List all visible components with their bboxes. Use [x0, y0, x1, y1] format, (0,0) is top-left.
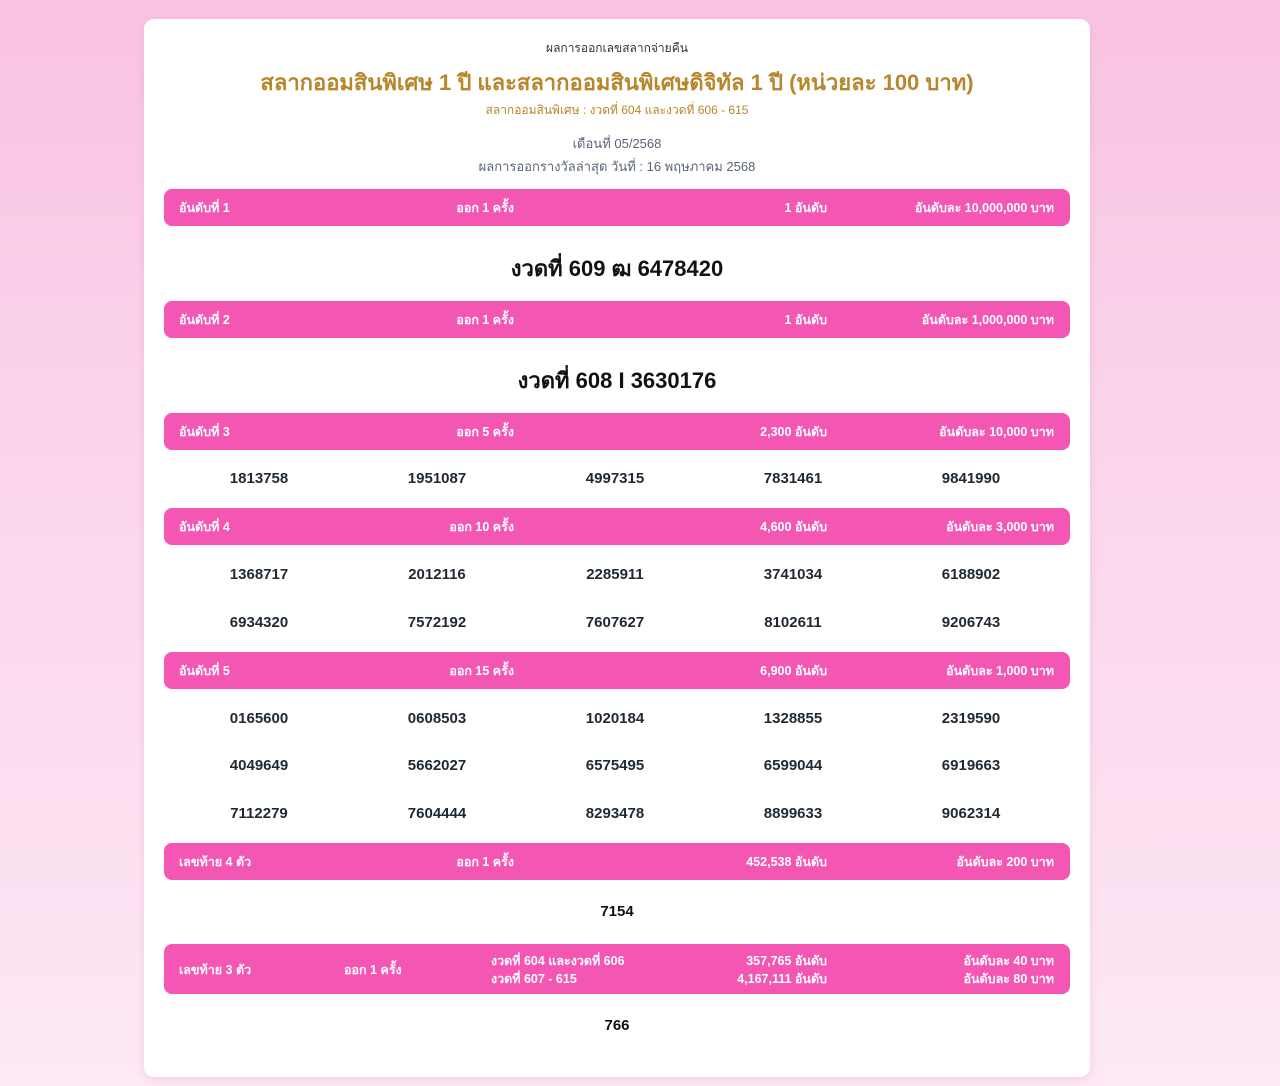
prize-times: ออก 10 ครั้ง — [449, 519, 514, 534]
winning-number: 6919663 — [941, 757, 1001, 774]
winning-number: 9062314 — [941, 805, 1001, 822]
results-kicker: ผลการออกเลขสลากจ่ายคืน — [546, 41, 688, 55]
prize-amount: อันดับละ 10,000,000 บาท — [914, 200, 1054, 215]
prize-amount: อันดับละ 10,000 บาท — [939, 424, 1054, 439]
prize-rank: อันดับที่ 2 — [179, 312, 230, 327]
prize-count: 4,600 อันดับ — [760, 519, 827, 534]
prize-rank: เลขท้าย 4 ตัว — [179, 854, 252, 869]
number-row — [164, 566, 1070, 588]
winning-number: 1951087 — [407, 470, 467, 487]
prize-1-header — [164, 189, 1070, 226]
winning-number: 2285911 — [586, 566, 644, 583]
winning-number: 0165600 — [229, 710, 289, 727]
winning-number: 8899633 — [763, 805, 823, 822]
winning-number: 8293478 — [585, 805, 645, 822]
winning-number: 1368717 — [229, 566, 289, 583]
number-row — [164, 710, 1070, 732]
winning-number: 6188902 — [941, 566, 1001, 583]
last-3-number: 766 — [604, 1017, 630, 1034]
winning-number: 1020184 — [585, 710, 645, 727]
last-3-header — [164, 944, 1070, 994]
prize-amount: อันดับละ 3,000 บาท — [946, 519, 1054, 534]
prize-times: ออก 1 ครั้ง — [456, 312, 514, 327]
winning-number: 2012116 — [408, 566, 466, 583]
prize-times: ออก 5 ครั้ง — [456, 424, 514, 439]
number-row — [164, 470, 1070, 492]
prize-times: ออก 15 ครั้ง — [449, 663, 514, 678]
prize-times: ออก 1 ครั้ง — [344, 963, 402, 977]
prize-count: 6,900 อันดับ — [760, 663, 827, 678]
latest-draw-date: ผลการออกรางวัลล่าสุด วันที่ : 16 พฤษภาคม 2568 — [478, 159, 756, 174]
winning-number: 1813758 — [229, 470, 289, 487]
prize-amount: อันดับละ 1,000 บาท — [946, 663, 1054, 678]
winning-number: 7604444 — [407, 805, 467, 822]
prize-1-number: งวดที่ 609 ฒ 6478420 — [510, 256, 724, 281]
number-row — [164, 614, 1070, 636]
prize-rank: อันดับที่ 1 — [179, 200, 230, 215]
number-row — [164, 805, 1070, 827]
prize-count: 1 อันดับ — [784, 312, 827, 327]
last-4-number: 7154 — [600, 903, 634, 920]
winning-number: 2319590 — [941, 710, 1001, 727]
prize-count-a: 357,765 อันดับ — [746, 954, 827, 968]
prize-5-header — [164, 652, 1070, 689]
winning-number: 6599044 — [763, 757, 823, 774]
prize-rank: อันดับที่ 5 — [179, 663, 230, 678]
winning-number: 7112279 — [230, 805, 288, 822]
winning-number: 7607627 — [585, 614, 645, 631]
prize-times: ออก 1 ครั้ง — [456, 854, 514, 869]
prize-amount-a: อันดับละ 40 บาท — [963, 954, 1054, 968]
winning-number: 4049649 — [229, 757, 289, 774]
draw-range-a: งวดที่ 604 และงวดที่ 606 — [491, 954, 625, 968]
winning-number: 9841990 — [941, 470, 1001, 487]
prize-count: 452,538 อันดับ — [746, 854, 827, 869]
last-4-header — [164, 843, 1070, 880]
prize-count: 1 อันดับ — [784, 200, 827, 215]
winning-number: 7831461 — [763, 470, 823, 487]
prize-times: ออก 1 ครั้ง — [456, 200, 514, 215]
winning-number: 9206743 — [941, 614, 1001, 631]
prize-amount: อันดับละ 200 บาท — [956, 854, 1054, 869]
page-subtitle: สลากออมสินพิเศษ : งวดที่ 604 และงวดที่ 606 - 615 — [485, 103, 749, 117]
winning-number: 8102611 — [764, 614, 822, 631]
winning-number: 4997315 — [585, 470, 645, 487]
prize-rank: อันดับที่ 4 — [179, 519, 230, 534]
winning-number: 5662027 — [407, 757, 467, 774]
draw-month: เดือนที่ 05/2568 — [572, 136, 662, 151]
winning-number: 7572192 — [407, 614, 467, 631]
winning-number: 0608503 — [407, 710, 467, 727]
prize-4-header — [164, 508, 1070, 545]
winning-number: 3741034 — [763, 566, 823, 583]
winning-number: 6934320 — [229, 614, 289, 631]
results-card — [144, 19, 1090, 1077]
winning-number: 1328855 — [763, 710, 823, 727]
prize-2-header — [164, 301, 1070, 338]
prize-rank: เลขท้าย 3 ตัว — [179, 963, 252, 977]
page-title: สลากออมสินพิเศษ 1 ปี และสลากออมสินพิเศษดิจิทัล 1 ปี (หน่วยละ 100 บาท) — [260, 70, 974, 95]
prize-amount: อันดับละ 1,000,000 บาท — [921, 312, 1054, 327]
prize-count: 2,300 อันดับ — [760, 424, 827, 439]
prize-count-b: 4,167,111 อันดับ — [737, 972, 827, 986]
winning-number: 6575495 — [585, 757, 645, 774]
prize-amount-b: อันดับละ 80 บาท — [963, 972, 1054, 986]
prize-3-header — [164, 413, 1070, 450]
draw-range-b: งวดที่ 607 - 615 — [491, 972, 577, 986]
number-row — [164, 757, 1070, 779]
prize-rank: อันดับที่ 3 — [179, 424, 230, 439]
prize-2-number: งวดที่ 608 I 3630176 — [517, 368, 717, 393]
